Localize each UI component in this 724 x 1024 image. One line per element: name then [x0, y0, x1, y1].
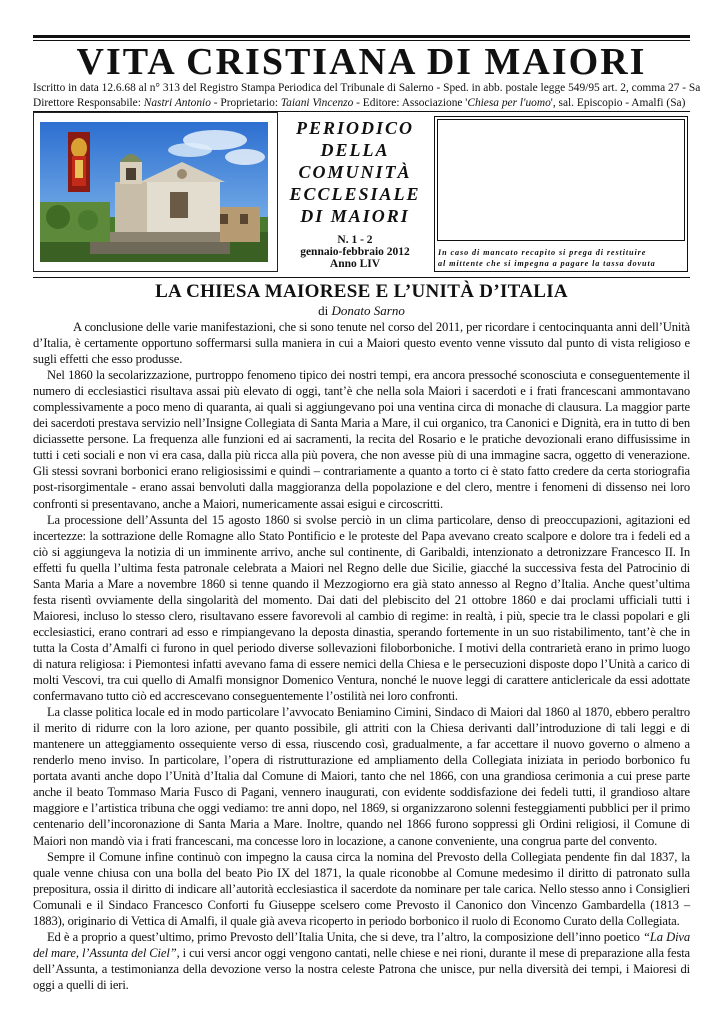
periodical-line: COMUNITÀ [298, 162, 412, 182]
article-paragraph: Sempre il Comune infine continuò con impegno la causa circa la nomina del Prevosto della Collegiata pendente fin dal 1837, la quale venne chiusa con una bolla del beato Pio IX del 1871, la quale riconobbe al Comune medesimo il diritto di patronato sulla prepositura, ossia il diritto di indicare all’autorità ecclesiastica il sacerdote da nominare per tale carica. Nello stesso anno i Consiglieri Comunali e il Sindaco Francesco Conforti fu Giuseppe scelsero come Prevosto il Canonico don Vincenzo Gambardella (1813 – 1883), originario di Vettica di Amalfi, il quale già aveva ricoperto in periodo borbonico il ruolo di Economo Curato della Collegiata. [33, 849, 690, 928]
address-label-area [437, 119, 685, 241]
periodical-line: ECCLESIALE [289, 184, 421, 204]
article-paragraph: Nel 1860 la secolarizzazione, purtroppo fenomeno tipico dei nostri tempi, era ancora pressoché sconosciuta e conseguentemente il numero di ecclesiastici risultava assai più elevato di oggi, tant’è che nella sola Maiori i sacerdoti e i frati francescani ammontavano complessivamente a poco meno di quaranta, ai quali si aggiungevano poi una ventina circa di monache di clausura. La maggior parte dei sacerdoti prestava servizio nell’Insigne Collegiata di Santa Maria a Mare, il cui organico, tra Canonici e Dignità, era in tutto di ben diciassette persone. La frequenza alle funzioni ed ai sacramenti, la recita del Rosario e le pratiche devozionali erano diffusissime in tutti i ceti sociali e non vi era casa, dalla più ricca alla più povera, che non avesse più di una immagine sacra, oggetto di venerazione. Gli stessi sovrani borbonici erano religiosissimi e quindi – contrariamente a quanto a torto ci è stato fatto credere da certa storiografia post-risorgimentale - erano assai benvoluti dalla maggioranza della popolazione e del clero, mentre i fenomeni di dissenso nei loro confronti si presentavano, anche a Maiori, numericamente assai esigui e circoscritti. [33, 368, 691, 511]
article-paragraph: La classe politica locale ed in modo particolare l’avvocato Beniamino Cimini, Sindaco di Maiori dal 1860 al 1870, ebbero peraltro il merito di ridurre con la loro azione, per quanto possibile, gli attriti con la Chiesa derivanti dall’introduzione di tali leggi e di mantenere un atteggiamento ossequiente verso di essa, riuscendo così, gradualmente, a far accettare il nuovo governo o almeno a renderlo meno inviso. In particolare, l’opera di ristrutturazione ed ampliamento della Collegiata iniziata in periodo borbonico fu portata avanti anche dopo l’Unità d’Italia dal Comune di Maiori, tanto che nel 1866, con una grandiosa cerimonia a cui prese parte anche il beato Tommaso Maria Fusco di Pagani, vennero inaugurati, con evidente soddisfazione dei fedeli tutti, il grandioso altare maggiore e l’artistica tribuna che oggi vediamo: tre anni dopo, nel 1869, si organizzarono solenni festeggiamenti pubblici per il primo centenario dell’incoronazione di Santa Maria a Mare. Inoltre, quando nel 1866 furono soppressi gli Ordini religiosi, il Comune di Maiori non mandò via i frati francescani, ma concesse loro in locazione, a canone conveniente, una congrua parte del convento. [33, 705, 690, 848]
church-photo [40, 122, 268, 262]
issue-date: gennaio-febbraio 2012 [300, 246, 410, 258]
issue-year: Anno LIV [329, 258, 381, 270]
article-body [33, 319, 690, 993]
banner-bottom-rule [33, 277, 690, 278]
publisher-address: ', sal. Episcopio - Amalfi (Sa) [550, 97, 686, 109]
notice-line: al mittente che si impegna a pagare la tassa dovuta [438, 259, 656, 268]
periodical-line: DELLA [320, 140, 390, 160]
return-notice [438, 247, 688, 269]
article-paragraph: La processione dell’Assunta del 15 agosto 1860 si svolse perciò in un clima particolare, denso di preoccupazioni, agitazioni ed incertezze: la sottrazione delle Romagne allo Stato Pontificio e le proteste del Papa avevano creato scalpore e dolore tra i fedeli ed a ciò si aggiungeva la notizia di un imminente arrivo, anche sul continente, di Garibaldi, intenzionato a detronizzare Francesco II. In effetti fu quella l’ultima festa patronale celebrata a Maiori nel Regno delle due Sicilie, giacché la successiva festa del Patrocinio di Santa Maria a Mare a novembre 1860 si tenne quando il Mezzogiorno era già stato annesso al Regno d’Italia. Anche quest’ultima festa risentì ovviamente della singolarità del momento. Dai dati del plebiscito del 21 ottobre 1860 e dai proclami ufficiali tutti i Maioresi, incluso lo stesso clero, risultavano essere favorevoli al cambio di regime: in realtà, i più, specie tra le classi popolari e gli ecclesiastici, erano contrari ad esso e rimpiangevano la deposta dinastia, sperando fortemente in un suo ristabilimento, tant’è che in tutta la Costa d’Amalfi ci furono in quel periodo diverse sollevazioni filoborboniche. I motivi della contrarietà erano in primo luogo di natura religiosa: i Piemontesi infatti avevano fama di essere nemici della Chiesa e le persecuzioni disposte dopo l’Unità a carico di molti Vescovi, tra cui quello di Amalfi monsignor Domenico Ventura, nonché le nuove leggi di carattere anticlericale da essi adottate confermavano tutto ciò ed accrescevano conseguentemente l’ostilità nei loro confronti. [33, 512, 690, 704]
periodical-line: DI MAIORI [300, 206, 410, 226]
publisher-name: Chiesa per l'uomo [467, 97, 551, 109]
article-byline [33, 303, 690, 319]
editorial-line [33, 96, 713, 110]
publisher-label: - Editore: Associazione ' [353, 97, 468, 109]
top-rule-thick [33, 35, 690, 38]
article-paragraph [33, 929, 690, 993]
article-paragraph: A conclusione delle varie manifestazioni, che si sono tenute nel corso del 2011, per ricordare i centocinquanta anni dell’Unità d’Italia, è certamente opportuno soffermarsi sulla maniera in cui a Maiori questo evento venne vissuto dal punto di vista religioso e sugli effetti che esso produsse. [33, 320, 690, 367]
owner-name: Taiani Vincenzo [280, 97, 354, 109]
editor-name: Nastri Antonio [143, 97, 211, 109]
byline-author: Donato Sarno [331, 303, 405, 318]
editor-label: Direttore Responsabile: [33, 97, 144, 109]
issue-number: N. 1 - 2 [337, 234, 373, 246]
owner-label: - Proprietario: [210, 97, 281, 109]
article-headline: LA CHIESA MAIORESE E L’UNITÀ D’ITALIA [155, 281, 568, 302]
registration-line: Iscritto in data 12.6.68 al n° 313 del Registro Stampa Periodica del Tribunale di Salerno - Sped. in abb. postale legge 549/95 art. 2, comma 27 - Sa [33, 82, 701, 94]
hymn-title: “La Diva del mare, l’Assunta del Ciel” [33, 929, 691, 960]
issue-info [280, 234, 430, 270]
paragraph-text: , i cui versi ancor oggi vengono cantati, nelle chiese e nei rioni, durante il mese di preparazione alla festa dell’Assunta, a testimonianza della devozione verso la nostra celeste Patrona che unisce, pur nella diversità dei tempi, i Maioresi di oggi a quelli di ieri. [33, 945, 691, 992]
byline-prefix: di [318, 303, 332, 318]
periodical-title [280, 117, 430, 227]
periodical-line: PERIODICO [295, 118, 415, 138]
masthead-title: VITA CRISTIANA DI MAIORI [76, 41, 647, 83]
notice-line: In caso di mancato recapito si prega di restituire [438, 248, 647, 257]
paragraph-text: Ed è a proprio a quest’ultimo, primo Prevosto dell’Italia Unita, che si deve, tra l’altro, la composizione dell’inno poetico [47, 929, 644, 944]
